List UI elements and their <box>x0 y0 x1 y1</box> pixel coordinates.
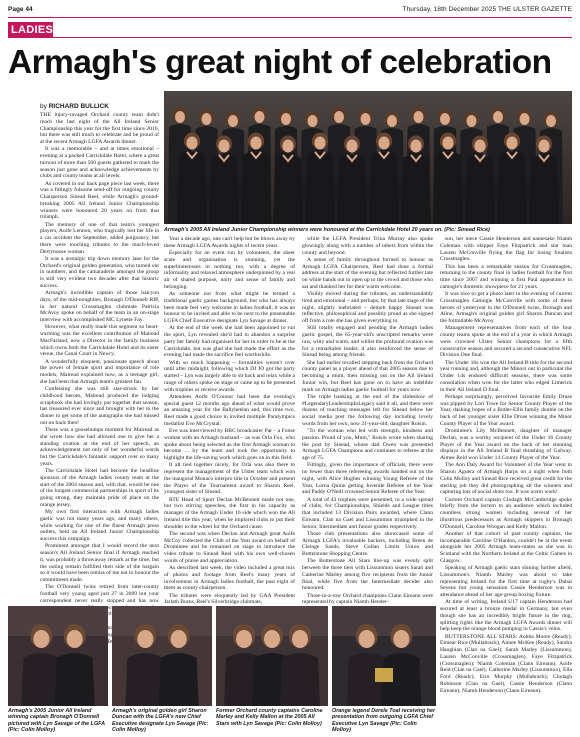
article-paragraph: Management representatives from each of the four county teams spoke at the end of a year in which Armagh were crowned Ulster Senior champions for a fifth consecutive season and secured a second consecutive NFL Division One final. <box>440 325 572 359</box>
photo-figures <box>216 606 328 706</box>
article-paragraph: RTE Head of Sport Declan McBennett made not one, but two stirring speeches, the first in his capacity as manager of the Armagh Under 16 side which won the All Ireland title this year, when he implored clubs to put their shoulder to the wheel for the Orchard cause. <box>164 496 295 530</box>
article-paragraph: The O'Donnell twins retired from inter-county football very young aged just 27 in 2009 but your correspondent never really stopped and has now consecutive the <box>40 584 159 618</box>
photo-toal-presentation <box>332 606 436 706</box>
article-paragraph: BBC <box>103 638 115 645</box>
article-paragraph: The Ann Daly Award for Volunteer of the Year went to Sharon Aguera of Armagh Harps on a night when both Colin Molloy and Sinead Rice received great credit for the sterling job they did photographing all the winners and capturing lots of social shots too. It was warm work! <box>440 462 572 496</box>
article-paragraph: Confessing she was still star-struck by her childhood heroes, Mairead produced the lodging scrapbook she had lovingly put together that season, has treasured ever since and brought with her to the dinner to get some of the autographs she had missed out on back then! <box>40 386 159 426</box>
article-paragraph: Perhaps surprisingly, perceived favourite Emily Druse was pipped by Lori Towe for Senior County Player of the Year, dashing hopes of a Butler-Ellis family double on the back of her younger sister Ellie Druse winning the Minor County Player of the Year award. <box>440 393 572 427</box>
photo-duncan-with-savage <box>112 606 212 706</box>
article-paragraph: Three-in-a-row Orchard champions Clann Eireann were represented by captain Niamh Hender- <box>302 592 433 606</box>
issue-date: Thursday, 18th December 2025 THE ULSTER GAZETTE <box>402 6 572 13</box>
article-paragraph: Speaking of Armagh gaelic stars shining further afield, Lissummon's Niamh Marley was about to take representing Ireland for the first time at rugby's Dubai Sevens but young sensation Cassie Henderson was in attendance ahead of her age-group boxing fixture. <box>440 565 572 598</box>
article-paragraph: It all tied together nicely, for Orla was also there to represent the management of the Ulster team which won the inaugural Monaco interpro title in October and present the Player of the Tournament award to Sharon Reel, youngest sister of Sinead. <box>164 462 295 496</box>
article-paragraph: Those club presentations also showcased some of Armagh LGFA's invaluable backers, including Breen de Cleinge Sands, Steve Gollan Limits Union and Butterstone Shopping Centre. <box>302 530 433 557</box>
article-paragraph: The Carrickdale Hotel had become the headline sponsors of the Armagh ladies county team at the start of the 2004 season and, with that, would be one of the longest commercial partnerships in sport of its going strong, they maintain pride of place on the orange jersey. <box>40 468 159 508</box>
article-paragraph: The Butterstone All Stars line-up was evenly split between the three tiers with Lissummon sisters Sarah and Catherine Marley among five recipients from the Junior final, while five from the Intermediate decider also honoured. <box>302 558 433 592</box>
article-paragraph: "To the woman who led with strength, kindness and passion. Proud of you, Mum," Roisin wrote when sharing the post by Sinead, whose dad Owen was presented Armagh LGFA Champions and continues to referee at the age of 75. <box>302 428 433 461</box>
photo-caption-4: Orange legend Derele Toal receiving her presentation from outgoing LGFA Chief Executive Lyn Savage (Pic: Colin Molloy) <box>332 708 436 734</box>
article-paragraph: The Under 16s won the All Ireland B title for the second year running and, although the Minors out in particular the Under 14s endured difficult seasons, there was some consolation when won for the latter who edged Limerick in their All Ireland D final. <box>440 359 572 393</box>
article-paragraph: She had earlier recalled stepping back from the Orchard county panel as a player ahead of that 2005 season due to becoming a mum, then missing out on the All Ireland Junior win, but Reel has gone on to have an indelible mark on Armagh ladies gaelic football for years now. <box>302 359 433 393</box>
headline: Armagh's great night of celebration <box>8 44 552 81</box>
article-paragraph: There was a goosebumps moment for Mairead as she wrote how she had allowed one to give her a standing ovation at the end of her speech, an acknowledgement not only of her wonderful words but the Carrickdale's fantastic support over so many years. <box>40 427 159 467</box>
article-paragraph: It was nice to get a photo later in the evening of current Crossmaglen Camogie McConville with some of these heroes of yesteryear in the O'Donnell twins, Bronagh and Aline, Armagh's original golden girl Sharon Duncan and the formidable McAvoy. <box>440 291 572 324</box>
photo-former-captains <box>216 606 328 706</box>
article-paragraph: Visibly moved during the tributes, an understandably tired and emotional – and perhaps, by that late stage of the night, slightly inebriated – demob happy Sinead was reflective, philosophical and possibly proud as she signed off from a role she has given everything to. <box>302 291 433 324</box>
article-paragraph: The second was when Declan and Armagh great Aoife McCoy collected the Club of the Year award on behalf of Dromintee and he remained on stage to introduce the video tribute to Sinead Reel with his own well-chosen words of praise and appreciation. <box>164 530 295 564</box>
section-rule <box>53 37 572 38</box>
photo-captain-with-savage <box>8 606 108 706</box>
article-paragraph: Armagh's incredible captain of those halcyon days, of the mid-noughties, Bronagh O'Donnell RIP, in her natural Crossmaglen clubmate Patricia McAvoy spoke on behalf of the team in an on-stage interview with accomplished MC Lynette Fay. <box>40 290 159 323</box>
photo-caption-3: Former Orchard county captains Caroline Marley and Kelly Mallon at the 2005 All Stars with Lyn Savage (Pic: Colin Molloy) <box>216 708 323 727</box>
article-paragraph: At time of writing, Ireland U17 captain Henderson had secured at least a bronze medal in Germany, but even though she has an incredibly bright future in the ring, splitting rights like the Armagh LGFA Awards dinner will help keep the orange blood pumping in Cassie's veins. <box>440 599 572 633</box>
page-header <box>8 4 572 16</box>
article-paragraph: It was a memorable – and at times emotional – evening at a packed Carrickdale Hotel, where a great turnout of more than 500 guests gathered to mark the season just gone and acknowledge achievements by clubs and county teams at all levels. <box>40 146 159 180</box>
byline <box>40 103 109 110</box>
main-photo <box>164 91 572 224</box>
article-paragraph: This has been a remarkable season for Crossmaglen, returning to the county final in ladies football for the first time since 2007 and winning a first Paul appearance in camogie's domestic showpiece for 21 years. <box>440 263 572 290</box>
header-rule <box>8 17 572 18</box>
photo-caption-2: Armagh's original golden girl Sharon Duncan with the LGFA's new Chief Executive designate Lyn Savage (Pic: Colin Molloy) <box>112 708 209 734</box>
section-label: LADIES <box>8 22 53 38</box>
article-paragraph: The tributes were eloquently led by GAA President Jarlath Burns, Reel's Silverbridge clubmate, <box>164 592 295 606</box>
article-paragraph: The memory of one of that team's youngest players, Aoife Lennon, who tragically lost her life in a car accident the September, added poignancy, but there were touching tributes to the much-loved Derrynoose woman. <box>40 221 159 255</box>
article-paragraph: As covered in our back page piece last week, there was a fittingly fulsome send-off for outgoing county Chairperson Sinead Reel, while Armagh's ground-breaking 2005 All Ireland Junior Championship winners were honoured 20 years on from that triumph. <box>40 180 159 221</box>
article-paragraph: while the LGFA President Trina Murray also spoke glowingly along with a number of others from within the county and beyond. <box>302 236 433 256</box>
article-paragraph: However, what really made this segment so heart-warming was the excellent contribution of Mairead MacFarland, now a Director in the family business which owns both the Carrickdale Hotel and its sister venue, the Canal Court in Newry. <box>40 324 159 358</box>
article-paragraph: At the end of the week she had been appointed to run the sport, Lyn revealed she'd had to abandon a surprise party her family had organised for her in order to be at the Carrickdale, but was glad she had made the effort as the evening had made the sacrifice feel worthwhile. <box>164 325 295 359</box>
article-paragraph: Another of that cohort of past county captains, the incomparable Caroline O'Hanlon, couldn't be at the event alongside her 2005 Armagh team-mates as she was in Scotland with the Northern Ireland at the Celtic Games in Glasgow. <box>440 530 572 564</box>
article-column-1 <box>40 112 159 645</box>
article-column-4 <box>440 236 572 706</box>
article-paragraph: A total of 43 trophies were presented, to a wide spread of clubs, for Championships, Shields and League titles that included 13 Division Pairs awarded, where Clann Eireann, Clan na Gael and Lissummon triumphed in the Senior, Intermediate and Junior grades respectively. <box>302 496 433 530</box>
article-paragraph: THE injury-ravaged Orchard county team didn't reach the last eight of the All Ireland Senior Championship this year for the first time since 2016, but there was still much to celebrate and be proud of at the recent Armagh LGFA Awards dinner. <box>40 112 159 145</box>
photo-figures <box>112 606 212 706</box>
article-paragraph: Current Orchard captain Clodagh McCambridge spoke briefly from the lectern to an audience which included countless strong women including several of her illustrious predecessors as Armagh skippers in Bronagh O'Donnell, Caroline Woogan and Kelly Mallon. <box>440 496 572 530</box>
article-paragraph: Dromintee's Lily McBennett, daughter of manager Declan, was a worthy recipient of the Under 16 County Player of the Year award on the back of her stunning displays in the All Ireland B final thrashing of Galway. Aimee Reid won Under 14 County Player of the Year. <box>440 428 572 461</box>
article-paragraph: The triple banking at the end of the slideshow of #LegendaryLeadershipInLegacy said it all, and there were dozens of touching messages left for Sinead below her social media post the following day including lovely words from her own, now 21-year-old, daughter Roisin. <box>302 393 433 427</box>
byline-by: by <box>40 103 47 110</box>
photo-caption-1: Armagh's 2005 Junior All Ireland winning captain Bronagh O'Donnell pictured with Lyn Savage of the LGFA (Pic: Colin Molloy) <box>8 708 105 734</box>
article-paragraph: A wonderfully eloquent, passionate speech about the power of female sport and importance of role models, Mairead explained how, as a teenage girl, she had been that Armagh team's greatest fan. <box>40 358 159 385</box>
article-paragraph: As described last week, the video included a great mix of photos and footage from Reel's many years of involvement in Armagh ladies football, the past eight of them as county chairperson. <box>164 565 295 592</box>
article-paragraph: It was a nostalgic trip down memory lane for the Orchard's original golden generation, who turned out in numbers, and the camaraderie amongst the group is still very evident two decades after that historic success. <box>40 255 159 289</box>
article-paragraph: With so much happening – formalities weren't over until after midnight, following which DJ JO got the party started – Lyn was largely able to sit back and relax while a range of others spoke on stage or came up to be presented with trophies or receive awards. <box>164 359 295 393</box>
photo-figures <box>8 606 108 706</box>
article-column-2 <box>164 236 295 604</box>
article-paragraph: As someone not from what might be termed a traditional gaelic games background, but who has always been made feel very welcome in ladies football, it was an honour to be invited and able to be next to the presentable LGFA Chief Executive designate Lyn Savage at dinner. <box>164 291 295 324</box>
article-paragraph: Prominent amongst that I would record the next season's All Ireland Senior final if Armagh reached it, was probably a throwaway remark at the time, but the outing remain fulfilled their side of the bargain so it would have been remiss of me not to honour the commitment made. <box>40 543 159 583</box>
article-paragraph: BUTTERSTONE ALL STARS: Aobha Moore (Ready); Eimear Rice (Mullabrack), Aimee McKee (Ready), Sandra Haughian (Clan na Gael); Sarah Marley (Lissummon), Lauren McConville (Crossmaglen), Faye Fitzpatrick (Crossmaglen); Niamh Coleman (Clann Eireann), Aoife Reid (Clan na Gael); Catherine Marley (Lissummon), Ella Ford (Ready), Erin Murphy (Mullabrack); Clodagh Robinson (Clan na Gael), Cassie Henderson (Clann Eireann), Niamh Henderson (Clann Eireann). <box>440 633 572 694</box>
photo-figures <box>332 606 436 706</box>
article-paragraph: Still totally engaged and pending the Armagh ladies gaelic gospel, the 65-year-old's unscripted remarks were raw, witty and warm, and whilst the profound ovation was for a remarkable leader, it also reinforced the sense of Sinead being among friends. <box>302 325 433 359</box>
article-column-3 <box>302 236 433 604</box>
article-paragraph: Attendees Aoife O'Connor had been the evening's special guest 12 months ago ahead of what would prove an amazing year for the Ballyheelan and, this time two, Reel made a good choice in invited multiple Paralympics medallist Eve McCrystal. <box>164 393 295 427</box>
article-paragraph: Especially for an event run by volunteers, the sheer scale and organisation is stunning, yet the superbinteresses in nothing too, with a degree of informality and relaxed atmosphere underpinned by a real air of shared purpose, unity and sense of family and belonging. <box>164 250 295 290</box>
article-paragraph: Fittingly, given the importance of officials, there were no fewer than three refereeing awards handed out on the night, with Alice Hughes winning Young Referee of the Year, Lorna Quinn getting Juvenile Referee of the Year and Paddy O'Neill crowned Senior Referee of the Year. <box>302 462 433 496</box>
group-photo-figures <box>164 91 572 224</box>
main-photo-caption: Armagh's 2005 All Ireland Junior Championship winners were honoured at the Carrickdale Hotel 20 years on. (Pic: Sinead Rice) <box>164 227 490 233</box>
article-paragraph: son, her niece Cassie Henderson and namesake Niamh Coleman with skipper Faye Fitzpatrick and star man Lauren McConville flying the flag for losing finalists Crossmaglen. <box>440 236 572 263</box>
article-paragraph: Eve was interviewed by BBC broadcaster Pat – a Fonse woman with an Armagh husband – as was Orla Fox, who spoke about being selected as the first Armagh woman to become ... by the team and took the opportunity to highlight the life-saving work which goes on in this field. <box>164 428 295 461</box>
article-paragraph: My own first interaction with Armagh ladies gaelic was not many years ago, and many others, while working for one of the finest Armagh press outlets, held an All Ireland Junior Championship success this campaign. <box>40 509 159 542</box>
byline-author: RICHARD BULLICK <box>48 103 109 110</box>
article-paragraph: A sense of family throughout formed to honour as Armagh LGFA Chairperson, Reel had done a formal address at the start of the evening but reflected further late on while hands out to open up to the crowd and those who sat and thanked her for their warm welcome. <box>302 256 433 290</box>
page-number: Page 44 <box>8 6 33 13</box>
article-paragraph: Year a decade ago, one can't help but be blown away by these Armagh LGFA Awards nights of recent years. <box>164 236 295 249</box>
